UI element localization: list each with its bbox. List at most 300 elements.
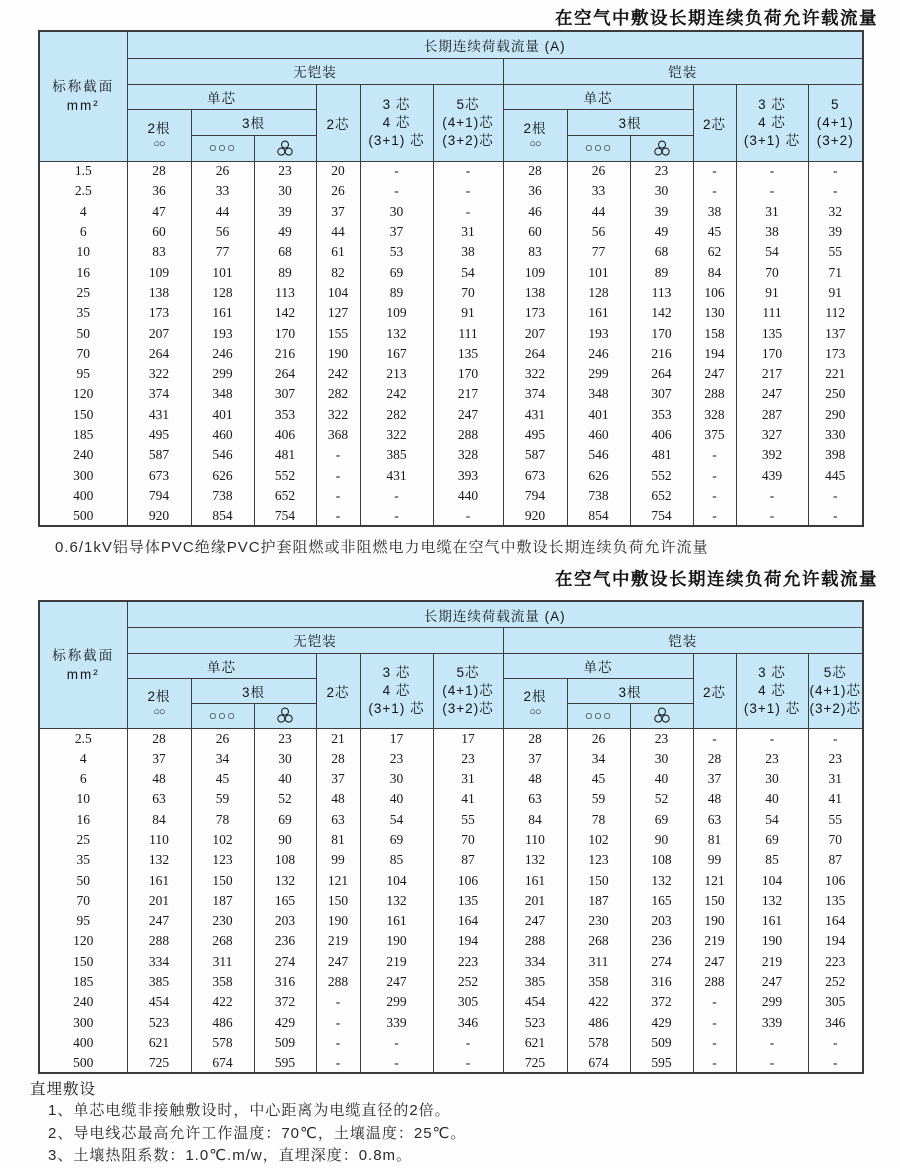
ampacity-cell: - bbox=[316, 1013, 360, 1033]
ampacity-cell: 31 bbox=[433, 222, 503, 242]
ampacity-cell: 108 bbox=[630, 850, 693, 870]
ampacity-cell: 17 bbox=[360, 728, 433, 748]
ampacity-cell: 595 bbox=[254, 1053, 316, 1073]
ampacity-cell: 268 bbox=[191, 931, 254, 951]
ampacity-cell: 794 bbox=[503, 486, 567, 506]
ampacity-cell: 130 bbox=[693, 303, 736, 323]
ampacity-cell: 794 bbox=[127, 486, 191, 506]
ampacity-cell: 33 bbox=[191, 181, 254, 201]
ampacity-cell: 854 bbox=[567, 506, 630, 526]
ampacity-cell: 170 bbox=[433, 364, 503, 384]
ampacity-cell: 725 bbox=[503, 1053, 567, 1073]
section-cell: 500 bbox=[39, 506, 127, 526]
ampacity-cell: 39 bbox=[630, 202, 693, 222]
load-current-header: 长期连续荷载流量 (A) bbox=[127, 31, 863, 58]
ampacity-cell: 70 bbox=[433, 283, 503, 303]
ampacity-cell: 422 bbox=[191, 992, 254, 1012]
ampacity-cell: 495 bbox=[503, 425, 567, 445]
ampacity-cell: - bbox=[316, 465, 360, 485]
section-cell: 150 bbox=[39, 405, 127, 425]
ampacity-cell: 32 bbox=[808, 202, 863, 222]
ampacity-cell: 69 bbox=[360, 830, 433, 850]
footnote-2: 2、导电线芯最高允许工作温度：70℃，土壤温度：25℃。 bbox=[48, 1124, 467, 1142]
ampacity-cell: 754 bbox=[630, 506, 693, 526]
load-current-header: 长期连续荷载流量 (A) bbox=[127, 601, 863, 627]
ampacity-cell: 190 bbox=[693, 911, 736, 931]
ampacity-cell: 190 bbox=[316, 911, 360, 931]
ampacity-cell: 372 bbox=[630, 992, 693, 1012]
ampacity-cell: - bbox=[693, 506, 736, 526]
cores-5-header: 5 (4+1) (3+2) bbox=[808, 84, 863, 161]
ampacity-cell: 460 bbox=[567, 425, 630, 445]
ampacity-table-1 bbox=[38, 30, 864, 527]
ampacity-cell: 91 bbox=[433, 303, 503, 323]
ampacity-cell: 406 bbox=[254, 425, 316, 445]
three-wires-header: 3根 bbox=[191, 678, 316, 703]
two-wires-label: 2根 bbox=[523, 688, 547, 704]
ampacity-cell: - bbox=[693, 728, 736, 748]
table2-title: 在空气中敷设长期连续负荷允许载流量 bbox=[555, 569, 878, 590]
ampacity-cell: 28 bbox=[503, 728, 567, 748]
table-row bbox=[39, 405, 863, 425]
ampacity-cell: 217 bbox=[736, 364, 808, 384]
ampacity-cell: 334 bbox=[503, 952, 567, 972]
section-cell: 300 bbox=[39, 465, 127, 485]
ampacity-cell: 99 bbox=[693, 850, 736, 870]
ampacity-cell: 54 bbox=[736, 810, 808, 830]
ampacity-cell: 738 bbox=[191, 486, 254, 506]
ampacity-cell: 439 bbox=[736, 465, 808, 485]
ampacity-cell: - bbox=[736, 728, 808, 748]
section-cell: 35 bbox=[39, 850, 127, 870]
ampacity-cell: 44 bbox=[316, 222, 360, 242]
ampacity-cell: 429 bbox=[254, 1013, 316, 1033]
ampacity-cell: 30 bbox=[254, 181, 316, 201]
three-circles-flat-icon: ○○○ bbox=[567, 703, 630, 728]
section-cell: 95 bbox=[39, 911, 127, 931]
single-core-header: 单芯 bbox=[503, 84, 693, 109]
ampacity-cell: 236 bbox=[254, 931, 316, 951]
ampacity-cell: 165 bbox=[630, 891, 693, 911]
three-circles-flat-icon: ○○○ bbox=[191, 703, 254, 728]
ampacity-cell: 69 bbox=[360, 262, 433, 282]
ampacity-cell: 135 bbox=[433, 891, 503, 911]
ampacity-cell: 71 bbox=[808, 262, 863, 282]
ampacity-cell: 173 bbox=[127, 303, 191, 323]
ampacity-cell: 54 bbox=[736, 242, 808, 262]
ampacity-cell: 112 bbox=[808, 303, 863, 323]
ampacity-cell: 132 bbox=[360, 323, 433, 343]
ampacity-cell: 247 bbox=[316, 952, 360, 972]
section-cell: 400 bbox=[39, 1033, 127, 1053]
ampacity-cell: 311 bbox=[191, 952, 254, 972]
ampacity-cell: 37 bbox=[127, 749, 191, 769]
ampacity-cell: - bbox=[316, 1053, 360, 1073]
ampacity-cell: 69 bbox=[736, 830, 808, 850]
ampacity-cell: - bbox=[808, 1033, 863, 1053]
ampacity-cell: - bbox=[808, 506, 863, 526]
section-cell: 35 bbox=[39, 303, 127, 323]
table-row bbox=[39, 161, 863, 181]
ampacity-cell: - bbox=[360, 161, 433, 181]
ampacity-cell: 431 bbox=[503, 405, 567, 425]
ampacity-cell: 150 bbox=[316, 891, 360, 911]
ampacity-cell: 78 bbox=[191, 810, 254, 830]
ampacity-cell: 70 bbox=[433, 830, 503, 850]
ampacity-cell: 26 bbox=[191, 161, 254, 181]
ampacity-cell: 111 bbox=[433, 323, 503, 343]
ampacity-cell: - bbox=[316, 1033, 360, 1053]
ampacity-cell: 194 bbox=[433, 931, 503, 951]
ampacity-cell: 81 bbox=[316, 830, 360, 850]
ampacity-cell: 59 bbox=[567, 789, 630, 809]
ampacity-cell: 38 bbox=[736, 222, 808, 242]
section-cell: 2.5 bbox=[39, 728, 127, 748]
ampacity-cell: 138 bbox=[127, 283, 191, 303]
single-core-header: 单芯 bbox=[503, 653, 693, 678]
ampacity-cell: 132 bbox=[736, 891, 808, 911]
ampacity-cell: 216 bbox=[254, 344, 316, 364]
ampacity-cell: 23 bbox=[808, 749, 863, 769]
ampacity-cell: 113 bbox=[254, 283, 316, 303]
ampacity-cell: 37 bbox=[360, 222, 433, 242]
ampacity-cell: 268 bbox=[567, 931, 630, 951]
footnote-1: 1、单芯电缆非接触敷设时，中心距离为电缆直径的2倍。 bbox=[48, 1102, 451, 1120]
ampacity-cell: 161 bbox=[503, 870, 567, 890]
ampacity-cell: 282 bbox=[360, 405, 433, 425]
ampacity-cell: 63 bbox=[503, 789, 567, 809]
ampacity-cell: 82 bbox=[316, 262, 360, 282]
table-row bbox=[39, 323, 863, 343]
ampacity-cell: 274 bbox=[630, 952, 693, 972]
ampacity-cell: - bbox=[316, 486, 360, 506]
ampacity-cell: 621 bbox=[503, 1033, 567, 1053]
section-cell: 1.5 bbox=[39, 161, 127, 181]
ampacity-cell: 353 bbox=[254, 405, 316, 425]
ampacity-cell: 30 bbox=[254, 749, 316, 769]
ampacity-cell: 78 bbox=[567, 810, 630, 830]
ampacity-cell: 247 bbox=[360, 972, 433, 992]
ampacity-cell: 70 bbox=[808, 830, 863, 850]
ampacity-cell: 53 bbox=[360, 242, 433, 262]
section-cell: 25 bbox=[39, 830, 127, 850]
ampacity-cell: 246 bbox=[191, 344, 254, 364]
ampacity-cell: 322 bbox=[316, 405, 360, 425]
ampacity-cell: 201 bbox=[127, 891, 191, 911]
ampacity-cell: 44 bbox=[191, 202, 254, 222]
ampacity-cell: 247 bbox=[693, 364, 736, 384]
ampacity-cell: 63 bbox=[316, 810, 360, 830]
ampacity-cell: 322 bbox=[360, 425, 433, 445]
ampacity-cell: - bbox=[433, 161, 503, 181]
ampacity-cell: 85 bbox=[360, 850, 433, 870]
ampacity-cell: 59 bbox=[191, 789, 254, 809]
ampacity-cell: 242 bbox=[316, 364, 360, 384]
section-cell: 16 bbox=[39, 810, 127, 830]
ampacity-cell: 142 bbox=[630, 303, 693, 323]
ampacity-cell: 509 bbox=[254, 1033, 316, 1053]
ampacity-cell: 89 bbox=[254, 262, 316, 282]
ampacity-cell: 47 bbox=[127, 202, 191, 222]
ampacity-cell: 127 bbox=[316, 303, 360, 323]
three-wires-header: 3根 bbox=[191, 109, 316, 135]
two-core-header: 2芯 bbox=[693, 84, 736, 161]
ampacity-cell: 30 bbox=[736, 769, 808, 789]
table-row bbox=[39, 891, 863, 911]
table-row bbox=[39, 181, 863, 201]
ampacity-cell: - bbox=[693, 1033, 736, 1053]
ampacity-cell: 54 bbox=[360, 810, 433, 830]
section-label: 标称截面 bbox=[52, 79, 115, 95]
ampacity-cell: 246 bbox=[567, 344, 630, 364]
ampacity-cell: 84 bbox=[127, 810, 191, 830]
ampacity-cell: 121 bbox=[693, 870, 736, 890]
section-cell: 10 bbox=[39, 242, 127, 262]
two-wires-label: 2根 bbox=[147, 688, 171, 704]
three-wires-header: 3根 bbox=[567, 109, 693, 135]
section-cell: 50 bbox=[39, 870, 127, 890]
ampacity-cell: 155 bbox=[316, 323, 360, 343]
ampacity-cell: 552 bbox=[254, 465, 316, 485]
ampacity-cell: 316 bbox=[254, 972, 316, 992]
ampacity-cell: 173 bbox=[808, 344, 863, 364]
ampacity-cell: 84 bbox=[503, 810, 567, 830]
ampacity-cell: 77 bbox=[191, 242, 254, 262]
ampacity-cell: - bbox=[736, 181, 808, 201]
ampacity-cell: 305 bbox=[433, 992, 503, 1012]
ampacity-cell: 40 bbox=[736, 789, 808, 809]
ampacity-cell: 264 bbox=[254, 364, 316, 384]
ampacity-cell: 55 bbox=[808, 810, 863, 830]
ampacity-cell: 429 bbox=[630, 1013, 693, 1033]
ampacity-cell: 68 bbox=[630, 242, 693, 262]
table1-title: 在空气中敷设长期连续负荷允许载流量 bbox=[555, 8, 878, 28]
ampacity-cell: 40 bbox=[630, 769, 693, 789]
ampacity-cell: 108 bbox=[254, 850, 316, 870]
ampacity-cell: 305 bbox=[808, 992, 863, 1012]
ampacity-cell: 523 bbox=[503, 1013, 567, 1033]
middle-caption: 0.6/1kV铝导体PVC绝缘PVC护套阻燃或非阻燃电力电缆在空气中敷设长期连续负荷允许流量 bbox=[55, 539, 709, 557]
ampacity-cell: 52 bbox=[630, 789, 693, 809]
section-label: 标称截面 bbox=[52, 648, 115, 664]
unarmored-header: 无铠装 bbox=[127, 58, 503, 84]
ampacity-cell: 481 bbox=[630, 445, 693, 465]
ampacity-cell: 132 bbox=[630, 870, 693, 890]
ampacity-cell: 754 bbox=[254, 506, 316, 526]
ampacity-cell: 104 bbox=[736, 870, 808, 890]
ampacity-cell: 288 bbox=[316, 972, 360, 992]
ampacity-cell: 221 bbox=[808, 364, 863, 384]
ampacity-cell: 546 bbox=[191, 445, 254, 465]
ampacity-cell: 69 bbox=[254, 810, 316, 830]
table-row bbox=[39, 1033, 863, 1053]
ampacity-cell: 264 bbox=[127, 344, 191, 364]
ampacity-cell: 374 bbox=[127, 384, 191, 404]
footnote-heading: 直埋敷设 bbox=[30, 1081, 97, 1099]
ampacity-cell: 31 bbox=[808, 769, 863, 789]
ampacity-cell: 110 bbox=[127, 830, 191, 850]
section-cell: 50 bbox=[39, 323, 127, 343]
section-cell: 120 bbox=[39, 931, 127, 951]
ampacity-cell: 63 bbox=[127, 789, 191, 809]
cores-5-header: 5芯 (4+1)芯 (3+2)芯 bbox=[808, 653, 863, 728]
ampacity-cell: 104 bbox=[316, 283, 360, 303]
ampacity-cell: - bbox=[360, 506, 433, 526]
ampacity-cell: 626 bbox=[567, 465, 630, 485]
ampacity-cell: 445 bbox=[808, 465, 863, 485]
two-circles-icon: ○○ bbox=[529, 137, 541, 150]
single-core-header: 单芯 bbox=[127, 653, 316, 678]
table2-body bbox=[39, 728, 863, 1073]
ampacity-cell: 481 bbox=[254, 445, 316, 465]
ampacity-cell: 132 bbox=[360, 891, 433, 911]
table1-body bbox=[39, 161, 863, 526]
ampacity-cell: 20 bbox=[316, 161, 360, 181]
ampacity-cell: 440 bbox=[433, 486, 503, 506]
ampacity-cell: 37 bbox=[316, 202, 360, 222]
ampacity-cell: 252 bbox=[808, 972, 863, 992]
table-row bbox=[39, 749, 863, 769]
ampacity-cell: 164 bbox=[808, 911, 863, 931]
ampacity-cell: 673 bbox=[503, 465, 567, 485]
ampacity-cell: 322 bbox=[127, 364, 191, 384]
ampacity-cell: 247 bbox=[736, 972, 808, 992]
ampacity-cell: 322 bbox=[503, 364, 567, 384]
trefoil-icon bbox=[630, 703, 693, 728]
table-row bbox=[39, 850, 863, 870]
ampacity-cell: 194 bbox=[693, 344, 736, 364]
ampacity-cell: 219 bbox=[736, 952, 808, 972]
ampacity-cell: 90 bbox=[630, 830, 693, 850]
ampacity-cell: 288 bbox=[693, 384, 736, 404]
ampacity-cell: - bbox=[693, 161, 736, 181]
ampacity-cell: 307 bbox=[630, 384, 693, 404]
section-column-header bbox=[39, 601, 127, 728]
ampacity-cell: 23 bbox=[630, 728, 693, 748]
ampacity-cell: 368 bbox=[316, 425, 360, 445]
ampacity-cell: 37 bbox=[693, 769, 736, 789]
ampacity-cell: 89 bbox=[360, 283, 433, 303]
ampacity-cell: 920 bbox=[503, 506, 567, 526]
ampacity-cell: 70 bbox=[736, 262, 808, 282]
ampacity-cell: - bbox=[693, 486, 736, 506]
trefoil-icon bbox=[254, 135, 316, 161]
ampacity-cell: - bbox=[316, 445, 360, 465]
ampacity-cell: 190 bbox=[360, 931, 433, 951]
ampacity-cell: 920 bbox=[127, 506, 191, 526]
ampacity-cell: 132 bbox=[127, 850, 191, 870]
ampacity-cell: 348 bbox=[191, 384, 254, 404]
ampacity-cell: 23 bbox=[254, 161, 316, 181]
table-row bbox=[39, 1053, 863, 1073]
ampacity-cell: - bbox=[736, 161, 808, 181]
ampacity-cell: 23 bbox=[630, 161, 693, 181]
ampacity-cell: 161 bbox=[567, 303, 630, 323]
ampacity-cell: 299 bbox=[736, 992, 808, 1012]
ampacity-cell: 230 bbox=[191, 911, 254, 931]
ampacity-cell: 401 bbox=[567, 405, 630, 425]
ampacity-cell: 213 bbox=[360, 364, 433, 384]
ampacity-cell: 223 bbox=[433, 952, 503, 972]
ampacity-cell: 328 bbox=[693, 405, 736, 425]
ampacity-cell: 431 bbox=[360, 465, 433, 485]
ampacity-cell: 26 bbox=[567, 728, 630, 748]
ampacity-cell: 17 bbox=[433, 728, 503, 748]
ampacity-cell: 223 bbox=[808, 952, 863, 972]
ampacity-cell: 290 bbox=[808, 405, 863, 425]
ampacity-cell: 121 bbox=[316, 870, 360, 890]
ampacity-cell: 83 bbox=[503, 242, 567, 262]
ampacity-cell: 348 bbox=[567, 384, 630, 404]
ampacity-cell: 353 bbox=[630, 405, 693, 425]
section-cell: 95 bbox=[39, 364, 127, 384]
table-row bbox=[39, 222, 863, 242]
two-core-header: 2芯 bbox=[316, 653, 360, 728]
ampacity-cell: 264 bbox=[630, 364, 693, 384]
ampacity-cell: - bbox=[360, 181, 433, 201]
two-wires-header bbox=[127, 109, 191, 161]
section-cell: 2.5 bbox=[39, 181, 127, 201]
ampacity-cell: 21 bbox=[316, 728, 360, 748]
ampacity-cell: 48 bbox=[503, 769, 567, 789]
ampacity-cell: - bbox=[693, 1013, 736, 1033]
table-row bbox=[39, 425, 863, 445]
ampacity-cell: 288 bbox=[433, 425, 503, 445]
ampacity-cell: 104 bbox=[360, 870, 433, 890]
ampacity-cell: 128 bbox=[567, 283, 630, 303]
ampacity-cell: 45 bbox=[567, 769, 630, 789]
ampacity-cell: - bbox=[736, 1053, 808, 1073]
ampacity-cell: 187 bbox=[191, 891, 254, 911]
ampacity-cell: 406 bbox=[630, 425, 693, 445]
ampacity-cell: 28 bbox=[127, 728, 191, 748]
ampacity-cell: 346 bbox=[808, 1013, 863, 1033]
ampacity-cell: 316 bbox=[630, 972, 693, 992]
ampacity-cell: 385 bbox=[503, 972, 567, 992]
ampacity-cell: 37 bbox=[503, 749, 567, 769]
ampacity-cell: 219 bbox=[316, 931, 360, 951]
ampacity-cell: 282 bbox=[316, 384, 360, 404]
ampacity-cell: 106 bbox=[433, 870, 503, 890]
ampacity-cell: 203 bbox=[630, 911, 693, 931]
ampacity-cell: 170 bbox=[736, 344, 808, 364]
ampacity-cell: 509 bbox=[630, 1033, 693, 1053]
ampacity-cell: 621 bbox=[127, 1033, 191, 1053]
ampacity-cell: 203 bbox=[254, 911, 316, 931]
three-circles-flat-icon: ○○○ bbox=[191, 135, 254, 161]
ampacity-cell: 34 bbox=[191, 749, 254, 769]
ampacity-cell: 486 bbox=[191, 1013, 254, 1033]
table-row bbox=[39, 870, 863, 890]
ampacity-cell: - bbox=[808, 161, 863, 181]
ampacity-cell: - bbox=[693, 992, 736, 1012]
ampacity-cell: 652 bbox=[254, 486, 316, 506]
section-cell: 10 bbox=[39, 789, 127, 809]
ampacity-cell: 299 bbox=[191, 364, 254, 384]
ampacity-cell: 393 bbox=[433, 465, 503, 485]
ampacity-cell: 150 bbox=[693, 891, 736, 911]
ampacity-cell: 346 bbox=[433, 1013, 503, 1033]
ampacity-cell: 288 bbox=[693, 972, 736, 992]
ampacity-cell: 56 bbox=[567, 222, 630, 242]
ampacity-cell: 339 bbox=[736, 1013, 808, 1033]
ampacity-cell: 137 bbox=[808, 323, 863, 343]
trefoil-icon bbox=[630, 135, 693, 161]
ampacity-cell: 247 bbox=[433, 405, 503, 425]
ampacity-cell: - bbox=[808, 1053, 863, 1073]
ampacity-cell: 674 bbox=[567, 1053, 630, 1073]
ampacity-cell: 219 bbox=[360, 952, 433, 972]
